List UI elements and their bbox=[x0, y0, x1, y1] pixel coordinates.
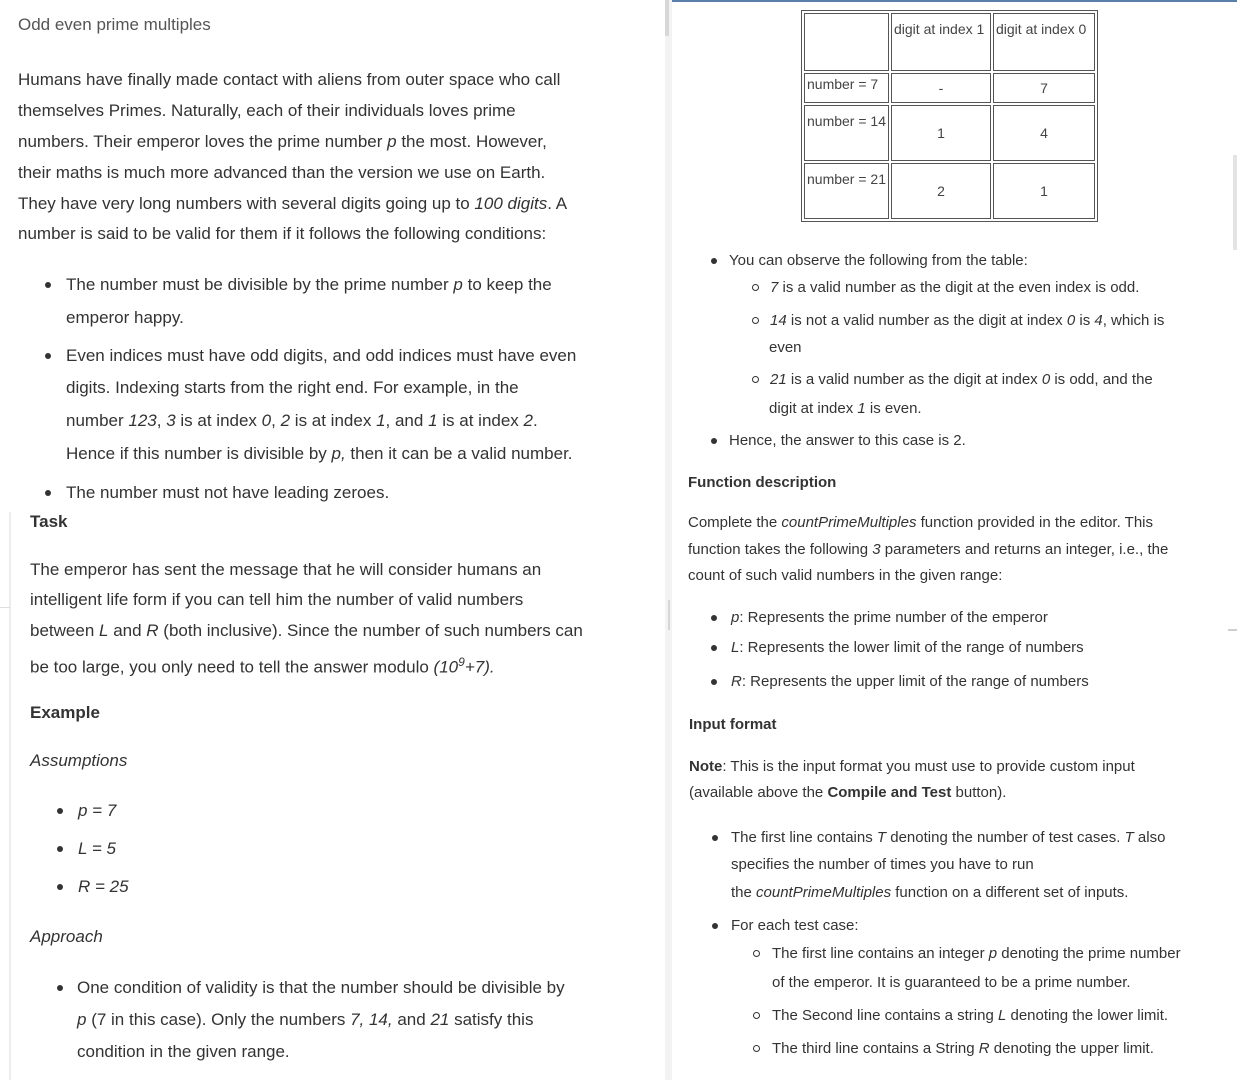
condition-indices: Even indices must have odd digits, and odd indices must have even bbox=[66, 346, 577, 365]
bullet-icon bbox=[712, 923, 718, 929]
observation-21: 21 is a valid number as the digit at index 0 is odd, and the bbox=[770, 371, 1153, 388]
function-description-line: Complete the countPrimeMultiples function provided in the editor. This bbox=[688, 514, 1153, 531]
bullet-icon bbox=[711, 679, 717, 685]
observe-line: You can observe the following from the table: bbox=[729, 252, 1028, 269]
input-subline: of the emperor. It is guaranteed to be a prime number. bbox=[772, 974, 1131, 991]
bullet-icon bbox=[45, 282, 51, 288]
task-line: The emperor has sent the message that he will consider humans an bbox=[30, 560, 542, 579]
intro-line: number is said to be valid for them if it follows the following conditions: bbox=[18, 224, 547, 243]
answer-line: Hence, the answer to this case is 2. bbox=[729, 432, 966, 449]
bullet-icon bbox=[57, 884, 63, 890]
table-cell: number = 21 bbox=[804, 163, 889, 219]
table-row bbox=[804, 105, 1095, 161]
resize-handle[interactable] bbox=[668, 600, 670, 630]
bullet-icon bbox=[57, 985, 63, 991]
param-l: L: Represents the lower limit of the range of numbers bbox=[731, 639, 1084, 656]
condition-divisible: The number must be divisible by the prime number p to keep the bbox=[66, 275, 552, 294]
note-line: (available above the Compile and Test button). bbox=[689, 784, 1007, 801]
input-subline: The first line contains an integer p denoting the prime number bbox=[772, 945, 1181, 962]
table-cell: number = 14 bbox=[804, 105, 889, 161]
table-cell: number = 7 bbox=[804, 73, 889, 103]
scrollbar-thumb[interactable] bbox=[665, 0, 669, 36]
bullet-icon bbox=[711, 615, 717, 621]
note-line: Note: This is the input format you must use to provide custom input bbox=[689, 758, 1135, 775]
bullet-icon bbox=[711, 645, 717, 651]
condition-no-leading-zeroes: The number must not have leading zeroes. bbox=[66, 483, 390, 502]
function-description-line: function takes the following 3 parameters and returns an integer, i.e., the bbox=[688, 541, 1169, 558]
condition-indices-example: number 123, 3 is at index 0, 2 is at index 1, and 1 is at index 2. bbox=[66, 411, 538, 430]
table-header-row bbox=[804, 13, 1095, 71]
panel-divider[interactable] bbox=[665, 0, 672, 1080]
assumption-r: R = 25 bbox=[78, 877, 129, 896]
bullet-icon bbox=[45, 353, 51, 359]
approach-line: condition in the given range. bbox=[77, 1042, 290, 1061]
intro-line: numbers. Their emperor loves the prime number p the most. However, bbox=[18, 132, 547, 151]
table-cell: 1 bbox=[891, 105, 991, 161]
intro-line: Humans have finally made contact with aliens from outer space who call bbox=[18, 70, 561, 89]
assumption-l: L = 5 bbox=[78, 839, 116, 858]
input-line: the countPrimeMultiples function on a different set of inputs. bbox=[731, 884, 1129, 901]
approach-line: One condition of validity is that the number should be divisible by bbox=[77, 978, 565, 997]
task-heading: Task bbox=[30, 512, 68, 531]
input-subline: The Second line contains a string L denoting the lower limit. bbox=[772, 1007, 1169, 1024]
input-line: For each test case: bbox=[731, 917, 859, 934]
bullet-icon bbox=[45, 490, 51, 496]
observation-14: 14 is not a valid number as the digit at index 0 is 4, which is bbox=[770, 312, 1165, 329]
condition-indices-cont: digits. Indexing starts from the right end. For example, in the bbox=[66, 378, 519, 397]
circle-bullet-icon bbox=[752, 317, 759, 324]
circle-bullet-icon bbox=[752, 376, 759, 383]
observation-21-cont: digit at index 1 is even. bbox=[769, 400, 922, 417]
intro-line: They have very long numbers with several digits going up to 100 digits. A bbox=[18, 194, 568, 213]
assumption-p: p = 7 bbox=[78, 801, 117, 820]
bullet-icon bbox=[57, 846, 63, 852]
param-r: R: Represents the upper limit of the range of numbers bbox=[731, 673, 1089, 690]
param-p: p: Represents the prime number of the emperor bbox=[731, 609, 1048, 626]
bullet-icon bbox=[711, 258, 717, 264]
assumptions-heading: Assumptions bbox=[30, 751, 128, 770]
table-header-cell: digit at index 0 bbox=[993, 13, 1095, 71]
example-heading: Example bbox=[30, 703, 100, 722]
bullet-icon bbox=[711, 438, 717, 444]
circle-bullet-icon bbox=[753, 1012, 760, 1019]
function-description-heading: Function description bbox=[688, 474, 837, 491]
intro-line: their maths is much more advanced than the version we use on Earth. bbox=[18, 163, 546, 182]
circle-bullet-icon bbox=[753, 950, 760, 957]
table-row bbox=[804, 73, 1095, 103]
input-line: The first line contains T denoting the number of test cases. T also bbox=[731, 829, 1166, 846]
table-cell: 1 bbox=[993, 163, 1095, 219]
bullet-icon bbox=[712, 835, 718, 841]
task-line: between L and R (both inclusive). Since the number of such numbers can bbox=[30, 621, 583, 640]
approach-heading: Approach bbox=[30, 927, 103, 946]
table-row bbox=[804, 163, 1095, 219]
observation-14-cont: even bbox=[769, 339, 802, 356]
table-cell: 4 bbox=[993, 105, 1095, 161]
intro-line: themselves Primes. Naturally, each of their individuals loves prime bbox=[18, 101, 516, 120]
task-line: intelligent life form if you can tell him the number of valid numbers bbox=[30, 590, 524, 609]
observation-7: 7 is a valid number as the digit at the even index is odd. bbox=[770, 279, 1140, 296]
circle-bullet-icon bbox=[753, 1045, 760, 1052]
input-subline: The third line contains a String R denoting the upper limit. bbox=[772, 1040, 1154, 1057]
condition-divisible-cont: emperor happy. bbox=[66, 308, 184, 327]
table-cell: 7 bbox=[993, 73, 1095, 103]
circle-bullet-icon bbox=[752, 284, 759, 291]
task-line-modulo: be too large, you only need to tell the answer modulo $(10^9+7)$. bbox=[30, 655, 495, 677]
function-description-line: count of such valid numbers in the given range: bbox=[688, 567, 1003, 584]
table-header-cell bbox=[804, 13, 889, 71]
table-cell: 2 bbox=[891, 163, 991, 219]
problem-title: Odd even prime multiples bbox=[18, 15, 211, 34]
bullet-icon bbox=[57, 808, 63, 814]
table-cell: - bbox=[891, 73, 991, 103]
condition-indices-hence: Hence if this number is divisible by p, then it can be a valid number. bbox=[66, 444, 573, 463]
table-header-cell: digit at index 1 bbox=[891, 13, 991, 71]
example-table bbox=[801, 10, 1098, 222]
approach-line: p (7 in this case). Only the numbers 7, 14, and 21 satisfy this bbox=[77, 1010, 534, 1029]
input-line: specifies the number of times you have to run bbox=[731, 856, 1034, 873]
input-format-heading: Input format bbox=[689, 716, 777, 733]
